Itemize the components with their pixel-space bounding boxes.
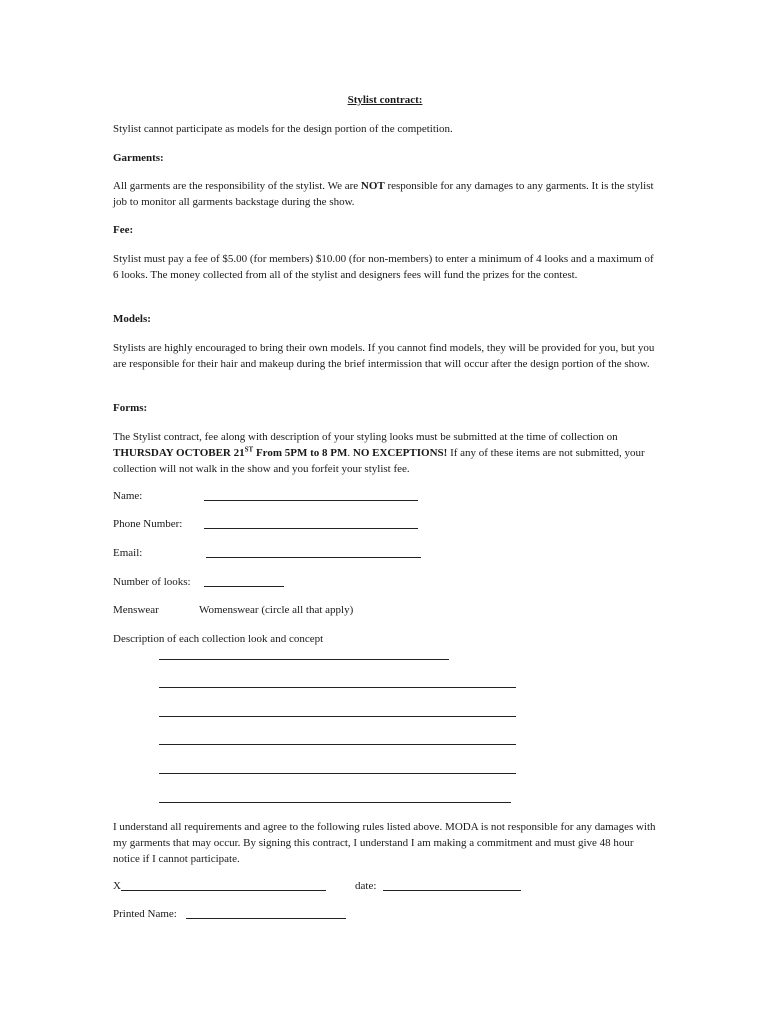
signature-field[interactable]	[121, 890, 326, 891]
description-line[interactable]	[159, 716, 516, 717]
email-label: Email:	[113, 547, 143, 559]
forms-text-part: If any of these items are not submitted, your collection will not walk in the show and you forfeit your stylist fee.	[113, 447, 645, 475]
looks-field[interactable]	[204, 586, 284, 587]
agreement-text: I understand all requirements and agree to the following rules listed above. MODA is not responsible for any damages with my garments that may occur. By signing this contract, I understand I am making a commitment and must give 48 hour notice if I cannot participate.	[113, 821, 656, 865]
garments-text-part: All garments are the responsibility of the stylist. We are	[113, 180, 361, 192]
date-label: date:	[355, 880, 377, 892]
forms-time-bold: From 5PM to 8 PM	[253, 447, 348, 459]
forms-text	[113, 429, 661, 477]
forms-text-part: The Stylist contract, fee along with description of your styling looks must be submitted at the time of collection on	[113, 431, 618, 443]
garments-heading: Garments:	[113, 152, 164, 164]
garments-text-part: responsible for any damages to any garments. It is the stylist job to monitor all garments backstage during the show.	[113, 180, 654, 208]
signature-x-label: X	[113, 880, 121, 892]
description-label: Description of each collection look and concept	[113, 633, 324, 645]
womenswear-option[interactable]: Womenswear (circle all that apply)	[199, 604, 354, 616]
fee-text: Stylist must pay a fee of $5.00 (for members) $10.00 (for non-members) to enter a minimum of 4 looks and a maximum of 6 looks. The money collected from all of the stylist and designers fees will fund the prizes for the contest.	[113, 253, 654, 281]
forms-date-bold: THURSDAY OCTOBER 21	[113, 447, 245, 459]
menswear-option[interactable]: Menswear	[113, 604, 159, 616]
page-title: Stylist contract:	[347, 94, 423, 106]
forms-heading: Forms:	[113, 402, 148, 414]
phone-field[interactable]	[204, 528, 418, 529]
garments-not-bold: NOT	[360, 180, 385, 192]
looks-label: Number of looks:	[113, 576, 191, 588]
name-label: Name:	[113, 490, 143, 502]
forms-period: .	[347, 447, 353, 459]
forms-date-sup: ST	[244, 445, 254, 454]
date-field[interactable]	[383, 890, 521, 891]
description-line[interactable]	[159, 802, 511, 803]
name-field[interactable]	[204, 500, 418, 501]
phone-label: Phone Number:	[113, 518, 183, 530]
fee-heading: Fee:	[113, 224, 134, 236]
garments-text	[113, 178, 661, 210]
description-line[interactable]	[159, 687, 516, 688]
description-line[interactable]	[159, 744, 516, 745]
printed-name-field[interactable]	[186, 918, 346, 919]
printed-name-label: Printed Name:	[113, 908, 177, 920]
no-exceptions-bold: NO EXCEPTIONS!	[352, 447, 448, 459]
email-field[interactable]	[206, 557, 421, 558]
description-line[interactable]	[159, 773, 516, 774]
description-line[interactable]	[159, 659, 449, 660]
models-text: Stylists are highly encouraged to bring their own models. If you cannot find models, they will be provided for you, but you are responsible for their hair and makeup during the brief intermission that will occur after the design portion of the show.	[113, 342, 655, 370]
models-heading: Models:	[113, 313, 151, 325]
intro-text: Stylist cannot participate as models for the design portion of the competition.	[113, 123, 453, 135]
